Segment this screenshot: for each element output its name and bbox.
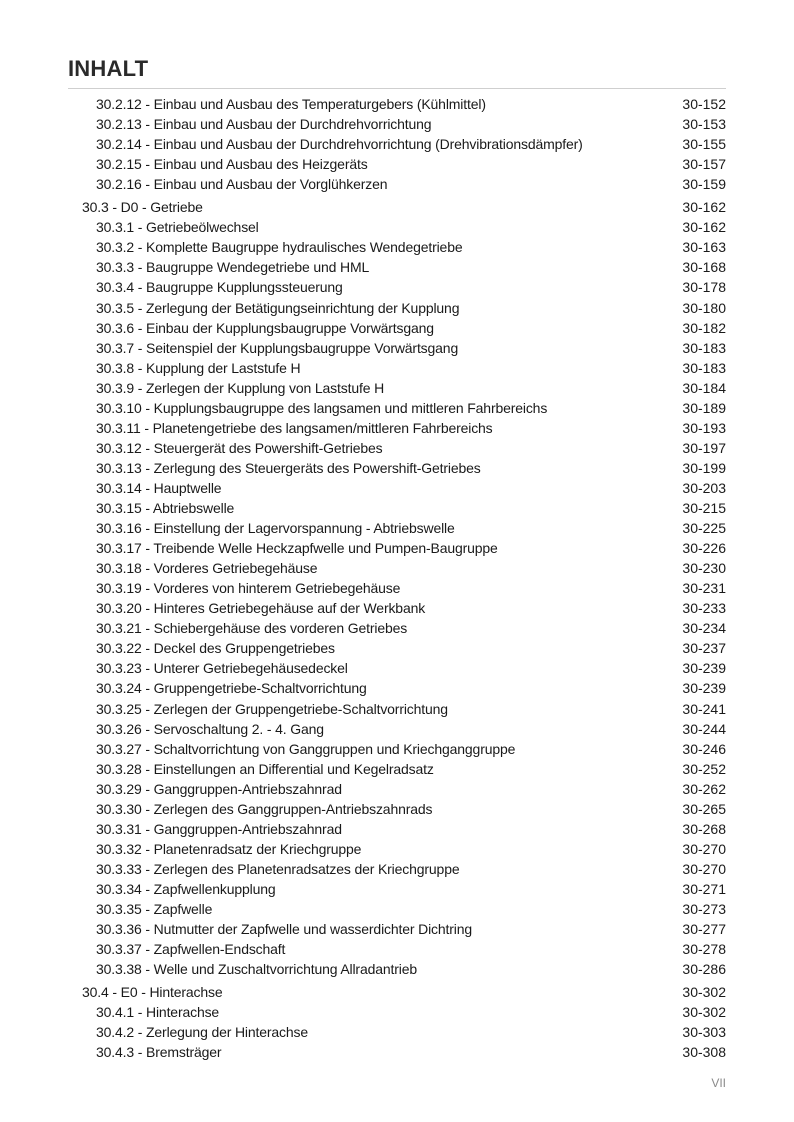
toc-entry-page: 30-270 [682, 860, 726, 877]
toc-entry[interactable] [0, 318, 794, 338]
toc-entry-title: 30.4.2 - Zerlegung der Hinterachse [96, 1024, 309, 1041]
toc-entry-page: 30-231 [682, 580, 726, 597]
toc-entry-title: 30.3.6 - Einbau der Kupplungsbaugruppe Vorwärtsgang [96, 319, 434, 336]
toc-entry-title: 30.4 - E0 - Hinterachse [82, 984, 223, 1001]
toc-entry-page: 30-183 [682, 359, 726, 376]
toc-entry-page: 30-178 [682, 279, 726, 296]
toc-entry[interactable] [0, 418, 794, 438]
toc-entry-page: 30-302 [682, 1004, 726, 1021]
toc-entry-page: 30-180 [682, 299, 726, 316]
toc-entry[interactable] [0, 398, 794, 418]
toc-entry[interactable] [0, 939, 794, 959]
toc-entry[interactable] [0, 114, 794, 134]
toc-entry-title: 30.3.5 - Zerlegung der Betätigungseinrichtung der Kupplung [96, 299, 460, 316]
toc-entry-title: 30.3.23 - Unterer Getriebegehäusedeckel [96, 660, 348, 677]
toc-entry-page: 30-199 [682, 459, 726, 476]
toc-section-entry[interactable] [0, 982, 794, 1002]
toc-entry-page: 30-308 [682, 1044, 726, 1061]
toc-entry-page: 30-157 [682, 156, 726, 173]
toc-entry-page: 30-182 [682, 319, 726, 336]
toc-entry[interactable] [0, 839, 794, 859]
toc-entry-page: 30-203 [682, 479, 726, 496]
toc-entry[interactable] [0, 719, 794, 739]
toc-entry[interactable] [0, 819, 794, 839]
toc-entry[interactable] [0, 358, 794, 378]
toc-entry-title: 30.4.1 - Hinterachse [96, 1004, 220, 1021]
toc-entry-page: 30-246 [682, 740, 726, 757]
toc-entry-page: 30-163 [682, 239, 726, 256]
toc-entry-title: 30.3.33 - Zerlegen des Planetenradsatzes der Kriechgruppe [96, 860, 460, 877]
toc-entry[interactable] [0, 578, 794, 598]
toc-entry[interactable] [0, 658, 794, 678]
toc-entry-title: 30.3.4 - Baugruppe Kupplungssteuerung [96, 279, 343, 296]
toc-entry-page: 30-252 [682, 760, 726, 777]
toc-entry-title: 30.3.36 - Nutmutter der Zapfwelle und wasserdichter Dichtring [96, 921, 473, 938]
toc-entry-title: 30.3.14 - Hauptwelle [96, 479, 222, 496]
toc-entry-title: 30.3.15 - Abtriebswelle [96, 500, 235, 516]
toc-entry-page: 30-273 [682, 901, 726, 917]
toc-entry-page: 30-239 [682, 660, 726, 677]
toc-entry-page: 30-193 [682, 419, 726, 436]
toc-entry[interactable] [0, 538, 794, 558]
toc-entry[interactable] [0, 298, 794, 318]
toc-entry-title: 30.3.30 - Zerlegen des Ganggruppen-Antriebszahnrads [96, 800, 433, 817]
page-title: INHALT [68, 56, 149, 81]
toc-entry-title: 30.3.27 - Schaltvorrichtung von Ganggruppen und Kriechganggruppe [96, 740, 516, 757]
toc-entry[interactable] [0, 1022, 794, 1042]
toc-entry[interactable] [0, 438, 794, 458]
toc-entry-title: 30.4.3 - Bremsträger [96, 1044, 222, 1061]
toc-entry[interactable] [0, 859, 794, 879]
toc-entry[interactable] [0, 277, 794, 297]
toc-entry-title: 30.3.17 - Treibende Welle Heckzapfwelle und Pumpen-Baugruppe [96, 540, 498, 557]
toc-entry-title: 30.3.32 - Planetenradsatz der Kriechgruppe [96, 840, 362, 857]
toc-entry-title: 30.2.15 - Einbau und Ausbau des Heizgeräts [96, 156, 368, 173]
toc-entry[interactable] [0, 598, 794, 618]
toc-entry-page: 30-230 [682, 560, 726, 577]
toc-entry[interactable] [0, 899, 794, 919]
toc-entry-title: 30.3.24 - Gruppengetriebe-Schaltvorrichtung [96, 680, 367, 697]
toc-entry-title: 30.3.19 - Vorderes von hinterem Getriebegehäuse [96, 580, 401, 597]
toc-entry-page: 30-184 [682, 379, 726, 396]
toc-entry-title: 30.3.21 - Schiebergehäuse des vorderen Getriebes [96, 620, 408, 637]
toc-entry-title: 30.3.34 - Zapfwellenkupplung [96, 880, 276, 897]
toc-entry-page: 30-162 [682, 219, 726, 236]
toc-entry[interactable] [0, 759, 794, 779]
toc-entry-page: 30-262 [682, 780, 726, 797]
toc-entry-page: 30-155 [682, 136, 726, 153]
title-divider [68, 88, 726, 89]
toc-entry[interactable] [0, 638, 794, 658]
toc-entry[interactable] [0, 558, 794, 578]
toc-entry[interactable] [0, 879, 794, 899]
toc-entry-title: 30.3.28 - Einstellungen an Differential und Kegelradsatz [96, 760, 434, 777]
toc-entry-page: 30-278 [682, 941, 726, 958]
toc-entry[interactable] [0, 699, 794, 719]
toc-entry[interactable] [0, 498, 794, 518]
toc-entry-title: 30.3 - D0 - Getriebe [82, 199, 203, 216]
toc-entry-title: 30.3.25 - Zerlegen der Gruppengetriebe-Schaltvorrichtung [96, 700, 448, 717]
toc-entry-title: 30.3.9 - Zerlegen der Kupplung von Laststufe H [96, 379, 385, 396]
toc-entry[interactable] [0, 919, 794, 939]
toc-entry[interactable] [0, 94, 794, 114]
toc-entry-title: 30.3.38 - Welle und Zuschaltvorrichtung Allradantrieb [96, 961, 417, 978]
toc-entry[interactable] [0, 338, 794, 358]
toc-entry[interactable] [0, 959, 794, 979]
toc-entry-title: 30.3.35 - Zapfwelle [96, 901, 213, 917]
toc-entry[interactable] [0, 458, 794, 478]
toc-entry-page: 30-271 [682, 880, 726, 897]
toc-entry-page: 30-215 [682, 500, 726, 516]
toc-entry[interactable] [0, 739, 794, 759]
toc-entry-page: 30-152 [682, 96, 726, 112]
toc-entry-page: 30-189 [682, 399, 726, 416]
toc-entry-title: 30.3.3 - Baugruppe Wendegetriebe und HML [96, 259, 370, 276]
toc-entry[interactable] [0, 257, 794, 277]
toc-entry-page: 30-183 [682, 339, 726, 356]
toc-entry-title: 30.3.22 - Deckel des Gruppengetriebes [96, 640, 335, 657]
page-number: VII [711, 1076, 726, 1090]
toc-entry-page: 30-233 [682, 600, 726, 617]
toc-entry-title: 30.3.29 - Ganggruppen-Antriebszahnrad [96, 780, 342, 797]
toc-entry-title: 30.3.37 - Zapfwellen-Endschaft [96, 941, 286, 958]
toc-entry[interactable] [0, 678, 794, 698]
toc-entry-title: 30.3.13 - Zerlegung des Steuergeräts des Powershift-Getriebes [96, 459, 481, 476]
toc-entry-page: 30-302 [682, 984, 726, 1001]
toc-entry-page: 30-153 [682, 116, 726, 133]
toc-entry-page: 30-270 [682, 840, 726, 857]
toc-entry[interactable] [0, 174, 794, 194]
toc-entry[interactable] [0, 518, 794, 538]
toc-entry-title: 30.2.12 - Einbau und Ausbau des Temperaturgebers (Kühlmittel) [96, 96, 486, 112]
toc-entry[interactable] [0, 779, 794, 799]
toc-entry[interactable] [0, 799, 794, 819]
toc-entry[interactable] [0, 217, 794, 237]
toc-entry-title: 30.3.7 - Seitenspiel der Kupplungsbaugruppe Vorwärtsgang [96, 339, 459, 356]
toc-entry-page: 30-303 [682, 1024, 726, 1041]
toc-entry[interactable] [0, 378, 794, 398]
toc-entry-page: 30-239 [682, 680, 726, 697]
toc-entry[interactable] [0, 618, 794, 638]
toc-entry-title: 30.3.20 - Hinteres Getriebegehäuse auf der Werkbank [96, 600, 426, 617]
toc-entry-page: 30-162 [682, 199, 726, 216]
toc-entry-page: 30-277 [682, 921, 726, 938]
toc-entry-page: 30-159 [682, 176, 726, 193]
toc-entry-page: 30-286 [682, 961, 726, 978]
toc-entry-title: 30.2.16 - Einbau und Ausbau der Vorglühkerzen [96, 176, 388, 193]
toc-entry-page: 30-268 [682, 820, 726, 837]
toc-entry-title: 30.2.13 - Einbau und Ausbau der Durchdrehvorrichtung [96, 116, 432, 133]
toc-entry-title: 30.3.31 - Ganggruppen-Antriebszahnrad [96, 820, 342, 837]
toc-entry-title: 30.2.14 - Einbau und Ausbau der Durchdrehvorrichtung (Drehvibrationsdämpfer) [96, 136, 583, 153]
toc-entry-page: 30-241 [682, 700, 726, 717]
toc-entry-page: 30-197 [682, 439, 726, 456]
toc-entry-title: 30.3.16 - Einstellung der Lagervorspannung - Abtriebswelle [96, 520, 455, 537]
toc-entry-page: 30-168 [682, 259, 726, 276]
toc-entry-page: 30-225 [682, 520, 726, 537]
toc-entry-title: 30.3.11 - Planetengetriebe des langsamen/mittleren Fahrbereichs [96, 419, 493, 436]
toc-entry[interactable] [0, 478, 794, 498]
toc-entry-title: 30.3.8 - Kupplung der Laststufe H [96, 359, 301, 376]
toc-entry[interactable] [0, 1042, 794, 1062]
toc-section-entry[interactable] [0, 197, 794, 217]
toc-entry-title: 30.3.2 - Komplette Baugruppe hydraulisches Wendegetriebe [96, 239, 463, 256]
toc-entry-page: 30-234 [682, 620, 726, 637]
toc-entry-title: 30.3.26 - Servoschaltung 2. - 4. Gang [96, 720, 324, 737]
toc-entry-title: 30.3.12 - Steuergerät des Powershift-Getriebes [96, 439, 383, 456]
toc-entry-page: 30-237 [682, 640, 726, 657]
toc-entry-page: 30-265 [682, 800, 726, 817]
toc-entry[interactable] [0, 154, 794, 174]
toc-entry[interactable] [0, 237, 794, 257]
toc-entry[interactable] [0, 134, 794, 154]
toc-entry-title: 30.3.1 - Getriebeölwechsel [96, 219, 259, 236]
toc-entry-page: 30-226 [682, 540, 726, 557]
toc-entry[interactable] [0, 1002, 794, 1022]
toc-entry-title: 30.3.18 - Vorderes Getriebegehäuse [96, 560, 318, 577]
toc-entry-title: 30.3.10 - Kupplungsbaugruppe des langsamen und mittleren Fahrbereichs [96, 399, 548, 416]
toc-entry-page: 30-244 [682, 720, 726, 737]
